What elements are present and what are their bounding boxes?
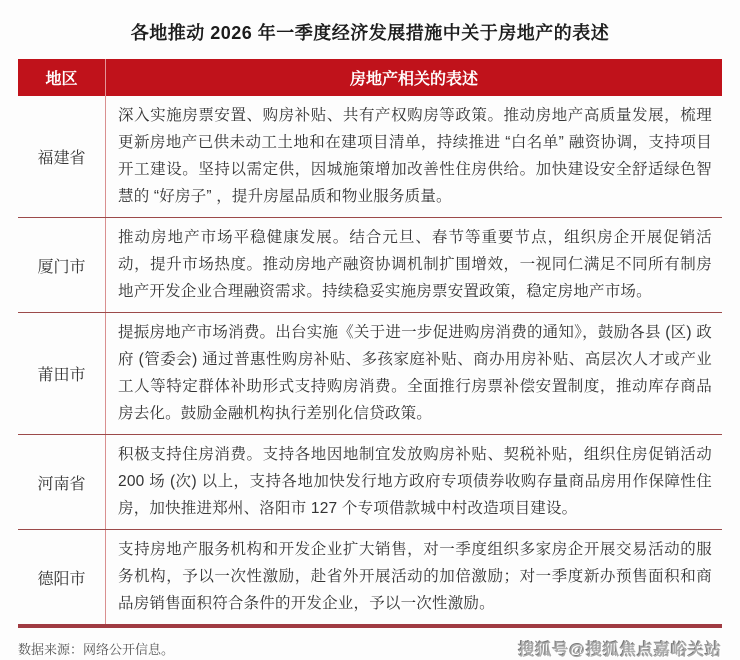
statement-cell: 提振房地产市场消费。出台实施《关于进一步促进购房消费的通知》，鼓励各县 (区) 政府 (管委会) 通过普惠性购房补贴、多孩家庭补贴、商办用房补贴、高层次人才或产业工人等特定群体补助形式支持购房消费。全面推行房票补偿安置制度，推动库存商品房去化。鼓励金融机构执行差别化信贷政策。: [118, 324, 712, 422]
region-cell: 莆田市: [18, 313, 106, 434]
sohu-watermark: 搜狐号@搜狐焦点嘉峪关站: [518, 642, 722, 659]
table-row-henan: [18, 435, 722, 530]
statement-cell: 推动房地产市场平稳健康发展。结合元旦、春节等重要节点，组织房企开展促销活动，提升市场热度。推动房地产融资协调机制扩围增效，一视同仁满足不同所有制房地产开发企业合理融资需求。持续稳妥实施房票安置政策，稳定房地产市场。: [118, 229, 712, 300]
region-cell: 厦门市: [18, 218, 106, 312]
header-region: 地区: [18, 59, 106, 96]
header-statement: 房地产相关的表述: [349, 71, 478, 88]
page-title: 各地推动 2026 年一季度经济发展措施中关于房地产的表述: [130, 23, 610, 43]
region-cell: 德阳市: [18, 530, 106, 624]
table-row-fujian: [18, 96, 722, 218]
table-row-putian: [18, 313, 722, 435]
statement-cell: 积极支持住房消费。支持各地因地制宜发放购房补贴、契税补贴，组织住房促销活动 200 场 (次) 以上，支持各地加快发行地方政府专项债券收购存量商品房用作保障性住房，加快推进郑州、洛阳市 127 个专项借款城中村改造项目建设。: [118, 446, 712, 517]
real-estate-statements-table: [18, 59, 722, 628]
data-source-note: 数据来源：网络公开信息。: [18, 642, 175, 657]
region-cell: 福建省: [18, 96, 106, 217]
table-row-xiamen: [18, 218, 722, 313]
statement-cell: 支持房地产服务机构和开发企业扩大销售，对一季度组织多家房企开展交易活动的服务机构，予以一次性激励，赴省外开展活动的加倍激励；对一季度新办预售面积和商品房销售面积符合条件的开发企业，予以一次性激励。: [118, 541, 712, 612]
footer: [18, 637, 722, 660]
table-row-deyang: [18, 530, 722, 628]
table-header-row: [18, 59, 722, 96]
statement-cell: 深入实施房票安置、购房补贴、共有产权购房等政策。推动房地产高质量发展，梳理更新房地产已供未动工土地和在建项目清单，持续推进 “白名单” 融资协调，支持项目开工建设。坚持以需定供，因城施策增加改善性住房供给。加快建设安全舒适绿色智慧的 “好房子” ，提升房屋品质和物业服务质量。: [118, 107, 712, 205]
region-cell: 河南省: [18, 435, 106, 529]
